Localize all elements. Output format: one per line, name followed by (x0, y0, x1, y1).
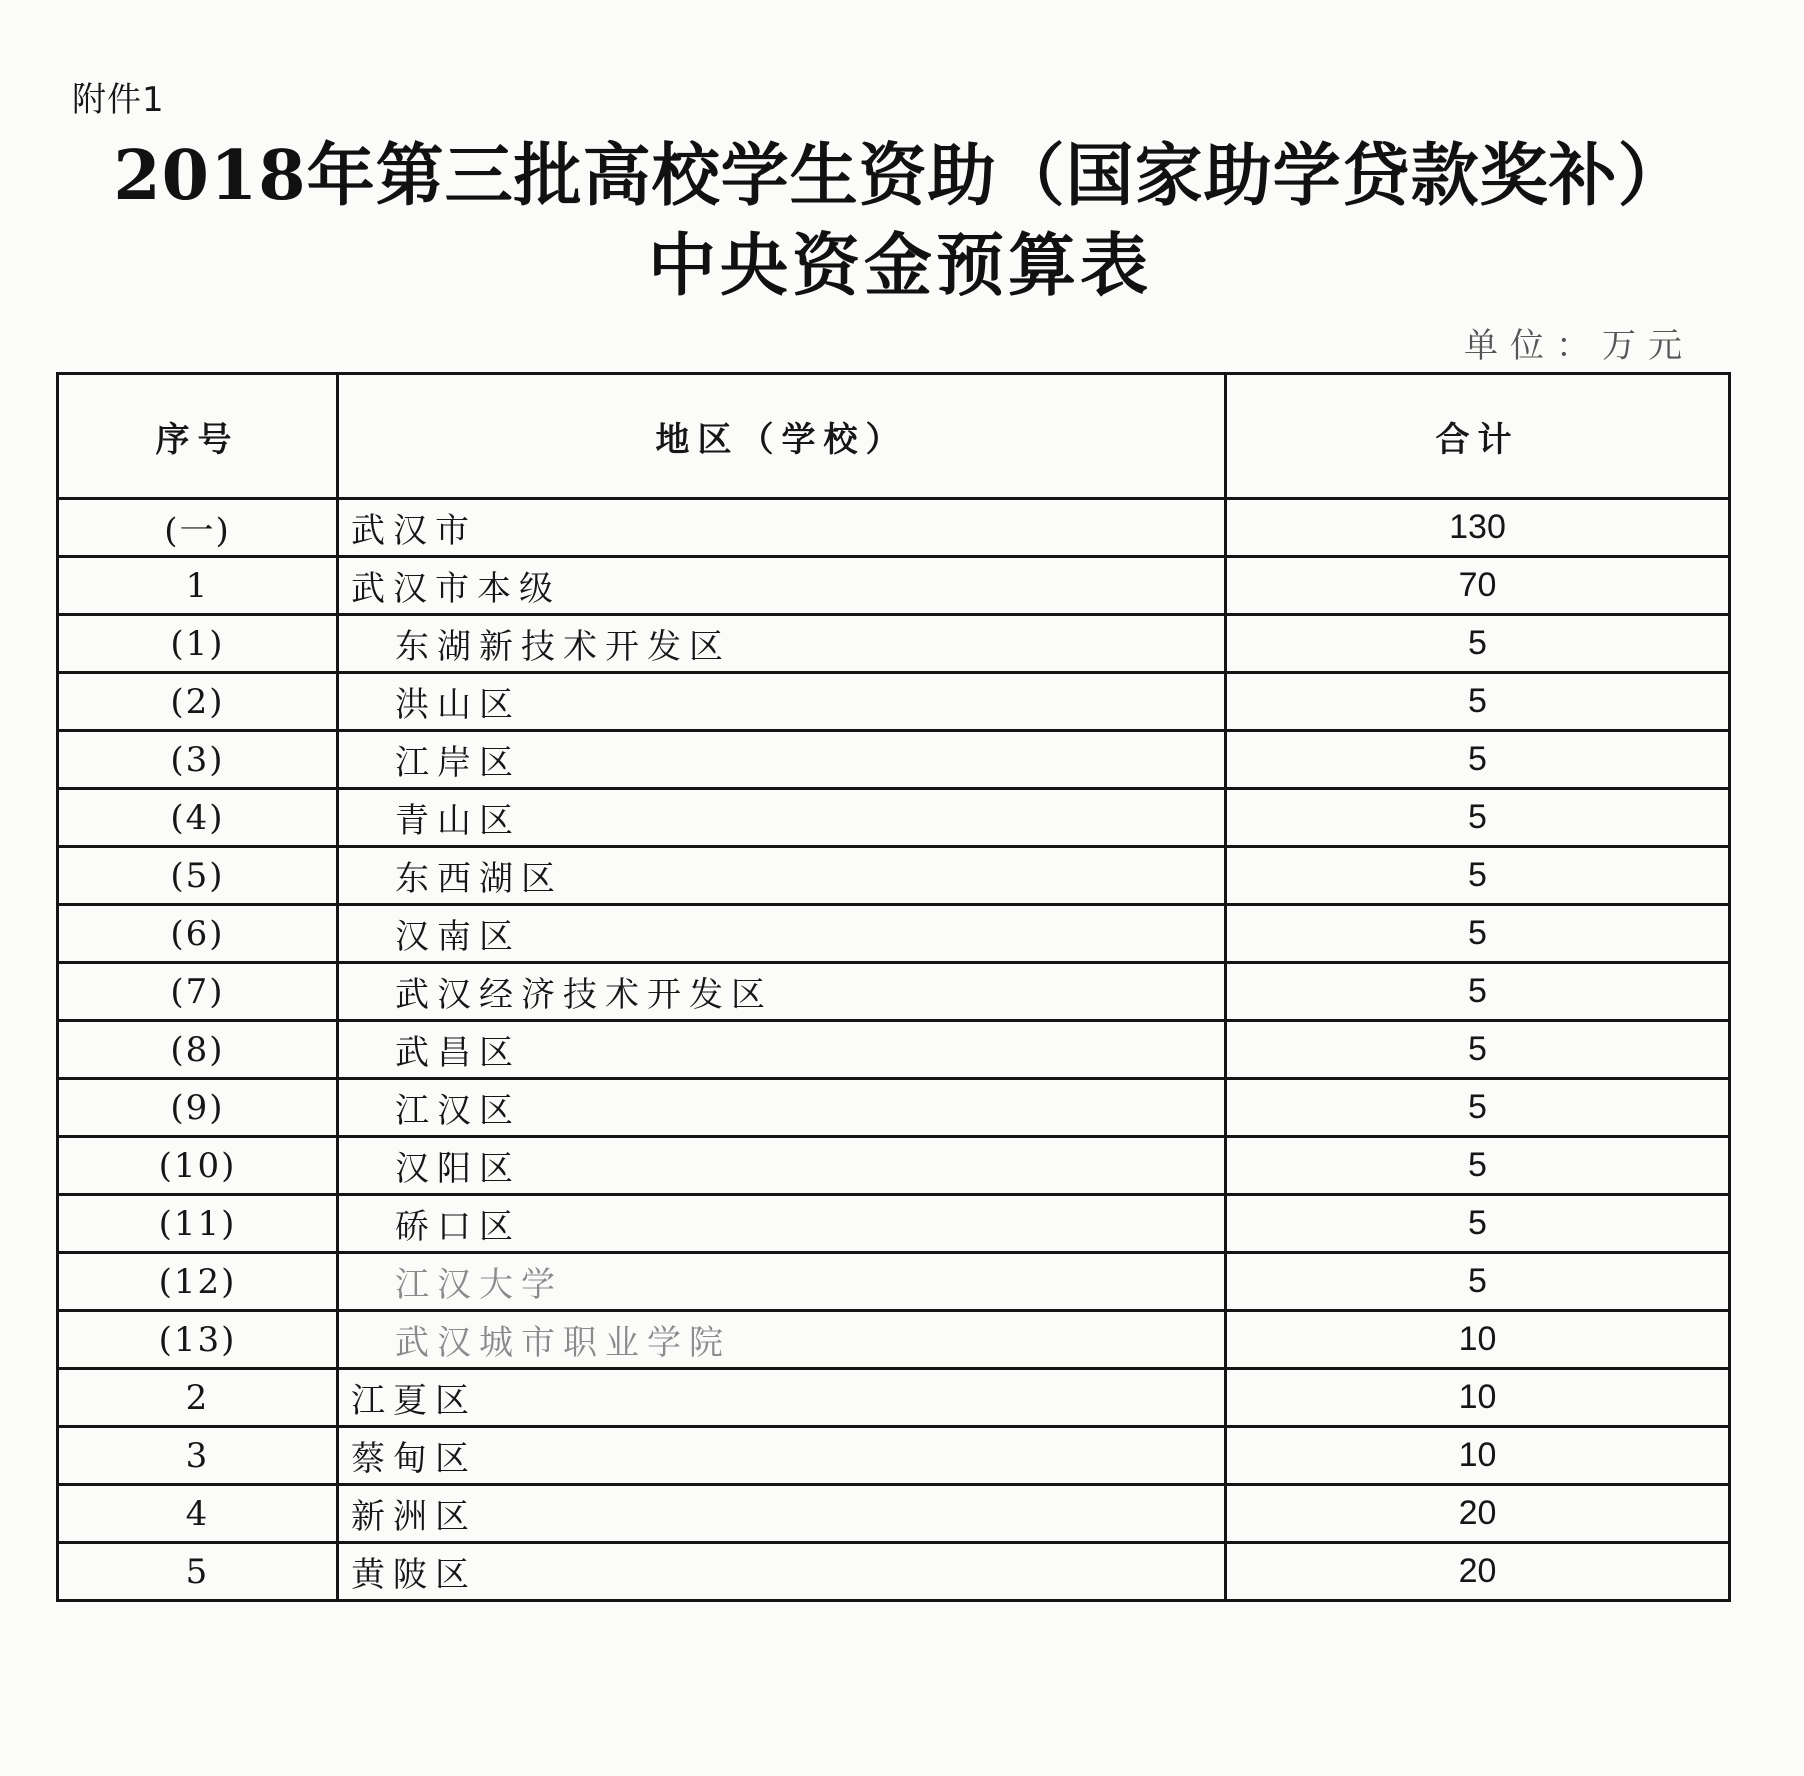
row-no: (3) (58, 731, 338, 789)
row-no: (7) (58, 963, 338, 1021)
row-total: 5 (1226, 1021, 1730, 1079)
row-total: 5 (1226, 1195, 1730, 1253)
table-row (58, 847, 1730, 905)
row-no: 4 (58, 1485, 338, 1543)
row-region: 武汉市本级 (338, 557, 1226, 615)
header-total: 合计 (1226, 374, 1730, 499)
row-region: 黄陂区 (338, 1543, 1226, 1601)
row-no: (4) (58, 789, 338, 847)
row-total: 5 (1226, 673, 1730, 731)
row-no: (一) (58, 499, 338, 557)
table-row (58, 1311, 1730, 1369)
row-no: (13) (58, 1311, 338, 1369)
row-total: 20 (1226, 1485, 1730, 1543)
row-no: 2 (58, 1369, 338, 1427)
row-total: 20 (1226, 1543, 1730, 1601)
document-title-line-1: 2018年第三批高校学生资助（国家助学贷款奖补） (113, 136, 1687, 216)
table-row (58, 1079, 1730, 1137)
row-no: (12) (58, 1253, 338, 1311)
row-region: 新洲区 (338, 1485, 1226, 1543)
row-region: 江岸区 (338, 731, 1226, 789)
budget-table (56, 372, 1731, 1602)
row-no: 3 (58, 1427, 338, 1485)
table-row (58, 1195, 1730, 1253)
table-row (58, 1137, 1730, 1195)
row-total: 5 (1226, 789, 1730, 847)
table-row (58, 499, 1730, 557)
table-row (58, 1021, 1730, 1079)
row-total: 70 (1226, 557, 1730, 615)
row-region: 青山区 (338, 789, 1226, 847)
row-region: 蔡甸区 (338, 1427, 1226, 1485)
row-no: (9) (58, 1079, 338, 1137)
row-no: (8) (58, 1021, 338, 1079)
row-total: 130 (1226, 499, 1730, 557)
row-no: (1) (58, 615, 338, 673)
row-total: 5 (1226, 615, 1730, 673)
row-region: 江汉大学 (338, 1253, 1226, 1311)
row-region: 江夏区 (338, 1369, 1226, 1427)
row-region: 武汉城市职业学院 (338, 1311, 1226, 1369)
table-row (58, 963, 1730, 1021)
row-total: 5 (1226, 847, 1730, 905)
row-no: (11) (58, 1195, 338, 1253)
table-row (58, 615, 1730, 673)
table-row (58, 1369, 1730, 1427)
unit-label: 单位：万元 (1464, 326, 1694, 366)
table-row (58, 1485, 1730, 1543)
row-total: 5 (1226, 731, 1730, 789)
attachment-label: 附件1 (72, 80, 165, 120)
header-region: 地区（学校） (338, 374, 1226, 499)
row-total: 5 (1226, 1137, 1730, 1195)
table-row (58, 1253, 1730, 1311)
table-row (58, 673, 1730, 731)
row-region: 硚口区 (338, 1195, 1226, 1253)
row-total: 5 (1226, 1253, 1730, 1311)
row-total: 5 (1226, 963, 1730, 1021)
row-region: 洪山区 (338, 673, 1226, 731)
row-no: (2) (58, 673, 338, 731)
row-no: (6) (58, 905, 338, 963)
table-row (58, 731, 1730, 789)
row-total: 10 (1226, 1427, 1730, 1485)
row-region: 汉阳区 (338, 1137, 1226, 1195)
row-region: 东湖新技术开发区 (338, 615, 1226, 673)
row-total: 5 (1226, 1079, 1730, 1137)
row-no: (5) (58, 847, 338, 905)
row-total: 10 (1226, 1311, 1730, 1369)
table-row (58, 1427, 1730, 1485)
row-region: 武昌区 (338, 1021, 1226, 1079)
header-no: 序号 (58, 374, 338, 499)
row-region: 汉南区 (338, 905, 1226, 963)
table-row (58, 1543, 1730, 1601)
table-row (58, 905, 1730, 963)
row-region: 江汉区 (338, 1079, 1226, 1137)
row-no: 5 (58, 1543, 338, 1601)
row-region: 武汉市 (338, 499, 1226, 557)
table-header-row (58, 374, 1730, 499)
row-total: 10 (1226, 1369, 1730, 1427)
row-region: 武汉经济技术开发区 (338, 963, 1226, 1021)
row-no: 1 (58, 557, 338, 615)
table-row (58, 557, 1730, 615)
document-title-line-2: 中央资金预算表 (647, 226, 1152, 306)
table-row (58, 789, 1730, 847)
row-region: 东西湖区 (338, 847, 1226, 905)
row-no: (10) (58, 1137, 338, 1195)
row-total: 5 (1226, 905, 1730, 963)
